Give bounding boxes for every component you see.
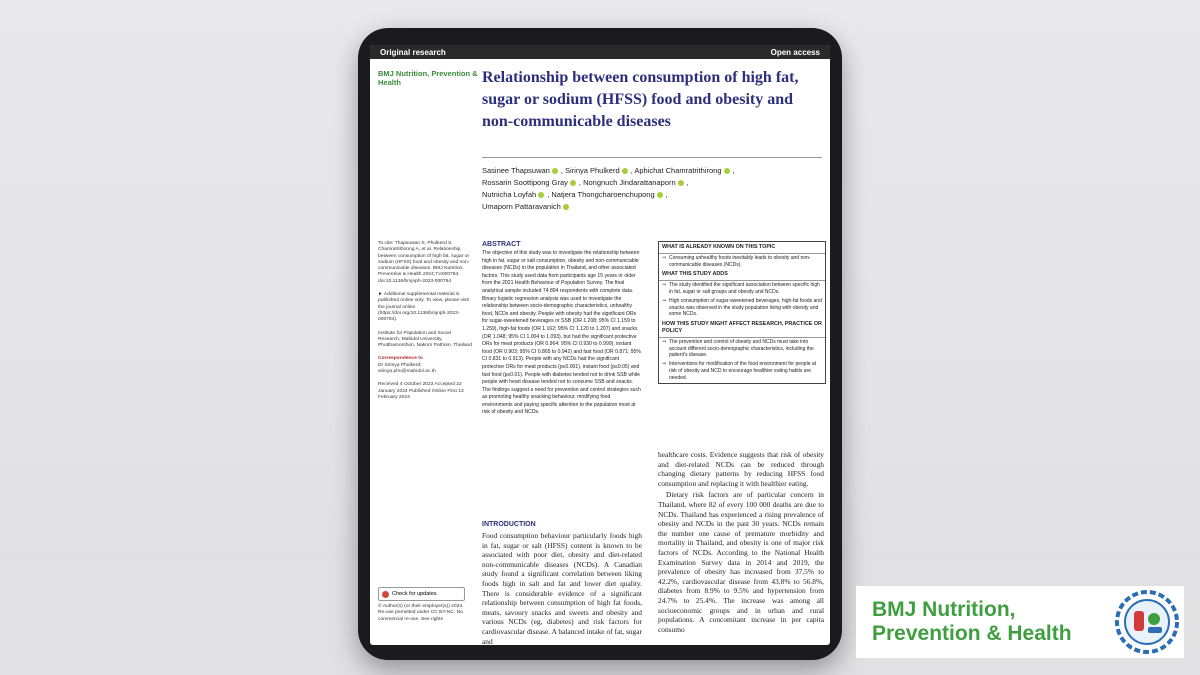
adds-item: ⇒ The study identified the significant association between specific high in fat, sugar or salt groups and obesity and NCDs. [662,282,820,295]
orcid-icon[interactable] [552,168,558,174]
author[interactable]: Nongnuch Jindarattanaporn [583,178,676,187]
author[interactable]: Aphichat Chamratrithirong [634,166,722,175]
affect-item: ⇒ Interventions for modification of the food environment for people at risk of obesity and NCD to encourage healthier eating habits are needed. [662,361,817,381]
arrow-icon: ⇒ [662,297,667,304]
arrow-icon: ⇒ [662,254,667,261]
correspondence [378,356,473,375]
logo-line-2: Prevention & Health [872,622,1072,645]
article-dates: Received 4 October 2023 Accepted 22 January 2024 Published Online First 13 February 2024 [378,382,464,400]
adds-item: ⇒ High consumption of sugar-sweetened beverages, high-fat foods and snacks was observed in the study population living with obesity and some NCDs. [662,297,822,318]
author[interactable]: Sirinya Phulkerd [565,166,620,175]
check-updates-label: Check for updates [392,591,437,597]
abstract-heading: ABSTRACT [482,241,521,248]
orcid-icon[interactable] [570,180,576,186]
journal-emblem-icon [1114,589,1180,655]
check-updates-icon [382,591,389,598]
affect-heading: HOW THIS STUDY MIGHT AFFECT RESEARCH, PRACTICE OR POLICY [659,319,825,338]
author[interactable]: Umaporn Pattaravanich [482,202,561,211]
journal-name: BMJ Nutrition, Prevention & Health [378,69,478,87]
orcid-icon[interactable] [724,168,730,174]
article-page[interactable] [370,45,830,645]
divider [482,157,822,158]
article-title: Relationship between consumption of high fat, sugar or sodium (HFSS) food and obesity and non-communicable diseases [482,69,799,130]
article-type-label: Original research [380,47,446,57]
paragraph: Dietary risk factors are of particular concern in Thailand, where 82 of every 100 000 deaths are due to NCDs. Thailand has experienced a rising prevalence of obesity and NCDs in the past 30 years. NCDs remain the number one cause of premature morbidity and mortality in Thailand, and obesity is one of major risk factors of NCDs. According to the National Health Examination Survey data in 2014 and 2019, the prevalence of obesity has increased from 37.5% to 42.2%, cardiovascular disease from 43.8% to 56.8%, diabetes from 8.9% to 9.5% and hypertension from 24.7% to 25.4%. The increase was among all socioeconomic groups and in urban and rural populations. A concomitant increase in per capita consumo [658,490,824,634]
orcid-icon[interactable] [622,168,628,174]
introduction-text: Food consumption behaviour particularly foods high in fat, sugar or salt (HFSS) content is known to be associated with poor diet, obesity and diet-related non-communicable diseases (NCDs). A Canadian study found a significant correlation between liking foods high in salt and fat and lower diet quality. There is considerable evidence of a significant relationship between consumption of high fat foods, meats, savoury snacks and sweets and obesity and various NCDs (eg, diabetes) and risk factors for cardiovascular disease. A balanced intake of fat, sugar and [482,531,642,645]
second-column-text [658,450,824,636]
author[interactable]: Sasinee Thapsuwan [482,166,550,175]
correspondence-contact[interactable]: Dr Sirinya Phulkerd; sirinya.phu@mahidol.ac.th [378,362,436,375]
author[interactable]: Rossarin Soottipong Gray [482,178,568,187]
page-header-bar [370,45,830,59]
journal-logo [856,586,1184,658]
citation: To cite: Thapsuwan S, Phulkerd S, Chamratrithirong A, et al. Relationship between consumption of high fat, sugar or sodium (HFSS) food and obesity and non-communicable diseases. BMJ Nutrition, Prevention & Health 2024;7:e000794. doi:10.1136/bmjnph-2023-000794 [378,241,470,284]
tablet-device [358,28,842,660]
known-item: ⇒ Consuming unhealthy foods inevitably leads to obesity and non-communicable diseases (NCDs). [662,254,811,268]
adds-heading: WHAT THIS STUDY ADDS [659,269,825,281]
supplemental-note: ► Additional supplemental material is published online only. To view, please visit the journal online (https://doi.org/10.1136/bmjnph-2023-000794). [378,292,469,323]
journal-logo-text [872,598,1072,646]
check-for-updates-button[interactable] [378,587,465,601]
paragraph: healthcare costs. Evidence suggests that risk of obesity and diet-related NCDs can be reduced through changing dietary patterns by reducing HFSS food consumption and replacing it with healthier eating. [658,450,824,488]
orcid-icon[interactable] [657,192,663,198]
author[interactable]: Nutnicha Loyfah [482,190,537,199]
logo-line-1: BMJ Nutrition, [872,598,1016,621]
abstract-text: The objective of this study was to investigate the relationship between high in fat, sugar or salt consumption, obesity and non-communicable diseases (NCDs) in the population in Thailand, and other associated factors. This study used data from participants age 15 years or older from the 2021 Health Behaviour of Population Survey. The final analytical sample included 74 894 respondents with complete data. Binary logistic regression analysis was used to investigate the relationship between socio-demographic characteristics, unhealthy food, NCDs and obesity. People with obesity had the significant ORs for sugar-sweetened beverages or SSB (OR 1.208; 95% CI 1.159 to 1.259), high-fat foods (OR 1.162; 95% CI 1.120 to 1.207) and snacks (OR 1.048; 95% CI 1.004 to 1.093), but had the significant protective ORs for meat products (OR 0.964; 95% CI 0.930 to 0.999), instant food (OR 0.903; 95% CI 0.865 to 0.942) and fast food (OR 0.871; 95% CI 0.831 to 0.913). People with any NCDs had the significant protective ORs for meat products (p≤0.001), instant food (p≤0.05) and fast food (p≤0.01). People with diabetes tended not to drink SSB while people with heart disease tended not to consume SSB and snacks. The findings suggest a need for prevention and control strategies such as promoting healthy snacking behaviour, modifying food environments and paying specific attention to the population most at risk of obesity and NCDs. [482,250,641,416]
orcid-icon[interactable] [678,180,684,186]
key-messages-box [658,241,826,384]
orcid-icon[interactable] [563,204,569,210]
known-heading: WHAT IS ALREADY KNOWN ON THIS TOPIC [659,242,825,254]
institution: Institute for Population and Social Research, Mahidol University, Phutthamonthon, Nakorn Pathom, Thailand [378,330,472,349]
arrow-icon: ⇒ [662,361,667,368]
orcid-icon[interactable] [538,192,544,198]
article-sidebar [378,241,473,408]
open-access-label: Open access [770,47,820,57]
arrow-icon: ⇒ [662,338,667,345]
introduction-heading: INTRODUCTION [482,521,536,528]
affect-item: ⇒ The prevention and control of obesity and NCDs must take into account different socio-demographic characteristics, including the patient's disease. [662,338,814,359]
correspondence-label: Correspondence to [378,356,423,362]
copyright-note: © Author(s) (or their employer(s)) 2024. Re-use permitted under CC BY-NC. No commercial re-use. See rights [378,604,464,622]
arrow-icon: ⇒ [662,282,667,289]
author-list: Sasinee Thapsuwan , Sirinya Phulkerd , Aphichat Chamratrithirong , Rossarin Soottipong Gray , Nongnuch Jindarattanaporn , Nutnicha Loyfah , Natjera Thongcharoenchupong , Umaporn Pattaravanich [482,166,735,211]
author[interactable]: Natjera Thongcharoenchupong [551,190,655,199]
